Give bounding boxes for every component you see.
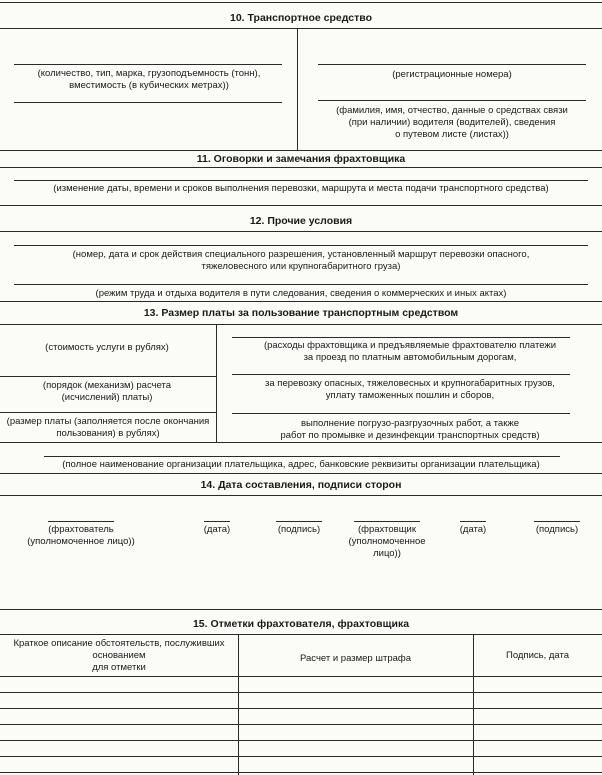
expenses-line-3 <box>232 413 570 414</box>
vehicle-line <box>14 64 282 65</box>
section-11-bottom <box>0 205 602 206</box>
changes-line <box>14 180 588 181</box>
payer-line <box>44 456 560 457</box>
date-line-2 <box>460 521 486 522</box>
section-10-divider <box>0 28 602 29</box>
driver-caption: (фамилия, имя, отчество, данные о средствах связи (при наличии) водителя (водителей), сведения о путевом листе (листах)) <box>336 105 568 140</box>
expenses-caption-2: за перевозку опасных, тяжеловесных и крупногабаритных грузов, уплату таможенных пошлин и сборов, <box>265 378 555 401</box>
section-13-title: 13. Размер платы за пользование транспортным средством <box>143 307 459 319</box>
payer-caption: (полное наименование организации плательщика, адрес, банковские реквизиты организации плательщика) <box>62 459 540 470</box>
signature-line-2 <box>534 521 580 522</box>
expenses-caption-1: (расходы фрахтовщика и предъявляемые фрахтователю платежи за проезд по платным автомобильным дорогам, <box>263 340 557 363</box>
table-row-line <box>0 740 602 741</box>
expenses-caption-3: выполнение погрузо-разгрузочных работ, а также работ по промывке и дезинфекции транспортных средств) <box>280 418 540 441</box>
expenses-line-2 <box>232 374 570 375</box>
section-13-inner-bottom <box>0 442 602 443</box>
charterer-caption: (фрахтователь (уполномоченное лицо)) <box>27 524 135 547</box>
section-11-divider <box>0 167 602 168</box>
driver-line <box>318 100 586 101</box>
reg-number-line <box>318 64 586 65</box>
table-row-line <box>0 708 602 709</box>
top-border <box>0 2 602 3</box>
reg-number-caption: (регистрационные номера) <box>392 69 512 80</box>
section-14-bottom <box>0 609 602 610</box>
changes-caption: (изменение даты, времени и сроков выполнения перевозки, маршрута и места подачи транспортного средства) <box>53 183 549 194</box>
carrier-line <box>354 521 420 522</box>
signature-caption-1: (подпись) <box>277 524 321 535</box>
procedure-line <box>0 376 216 377</box>
section-10-split <box>297 28 298 150</box>
section-14-divider <box>0 495 602 496</box>
section-13-split <box>216 324 217 442</box>
permit-caption: (номер, дата и срок действия специального разрешения, установленный маршрут перевозки опасного, тяжеловесного или крупногабаритного груза) <box>72 249 530 272</box>
amount-line <box>0 412 216 413</box>
procedure-caption: (порядок (механизм) расчета (исчислений) платы) <box>42 380 172 403</box>
cost-caption: (стоимость услуги в рублях) <box>45 342 169 353</box>
table-row-line <box>0 724 602 725</box>
vehicle-caption: (количество, тип, марка, грузоподъемность (тонн), вместимость (в кубических метрах)) <box>37 68 261 91</box>
section-14-title: 14. Дата составления, подписи сторон <box>200 479 402 491</box>
carrier-caption: (фрахтовщик (уполномоченное лицо)) <box>348 524 426 559</box>
section-10-title: 10. Транспортное средство <box>230 12 372 24</box>
table-row-line <box>0 772 602 773</box>
section-10-bottom <box>0 150 602 151</box>
signature-caption-2: (подпись) <box>535 524 579 535</box>
section-11-title: 11. Оговорки и замечания фрахтовщика <box>196 153 406 165</box>
date-caption-2: (дата) <box>459 524 487 535</box>
signature-line-1 <box>276 521 322 522</box>
section-13-bottom <box>0 473 602 474</box>
section-15-title: 15. Отметки фрахтователя, фрахтовщика <box>192 618 410 630</box>
charterer-line <box>48 521 114 522</box>
section-13-divider <box>0 324 602 325</box>
table-row-line <box>0 692 602 693</box>
permit-line <box>14 245 588 246</box>
table-row-line <box>0 676 602 677</box>
date-line-1 <box>204 521 230 522</box>
marks-col-description: Краткое описание обстоятельств, послуживших основанием для отметки <box>13 638 225 673</box>
marks-col-fine: Расчет и размер штрафа <box>300 653 411 664</box>
vehicle-line-2 <box>14 102 282 103</box>
amount-caption: (размер платы (заполняется после окончания пользования) в рублях) <box>6 416 210 439</box>
section-12-bottom <box>0 301 602 302</box>
regime-line <box>14 284 588 285</box>
expenses-line-1 <box>232 337 570 338</box>
marks-col-signature-date: Подпись, дата <box>505 650 570 661</box>
date-caption-1: (дата) <box>203 524 231 535</box>
section-12-divider <box>0 231 602 232</box>
section-15-divider <box>0 634 602 635</box>
table-row-line <box>0 756 602 757</box>
regime-caption: (режим труда и отдыха водителя в пути следования, сведения о коммерческих и иных актах) <box>95 288 507 299</box>
section-12-title: 12. Прочие условия <box>249 215 353 227</box>
